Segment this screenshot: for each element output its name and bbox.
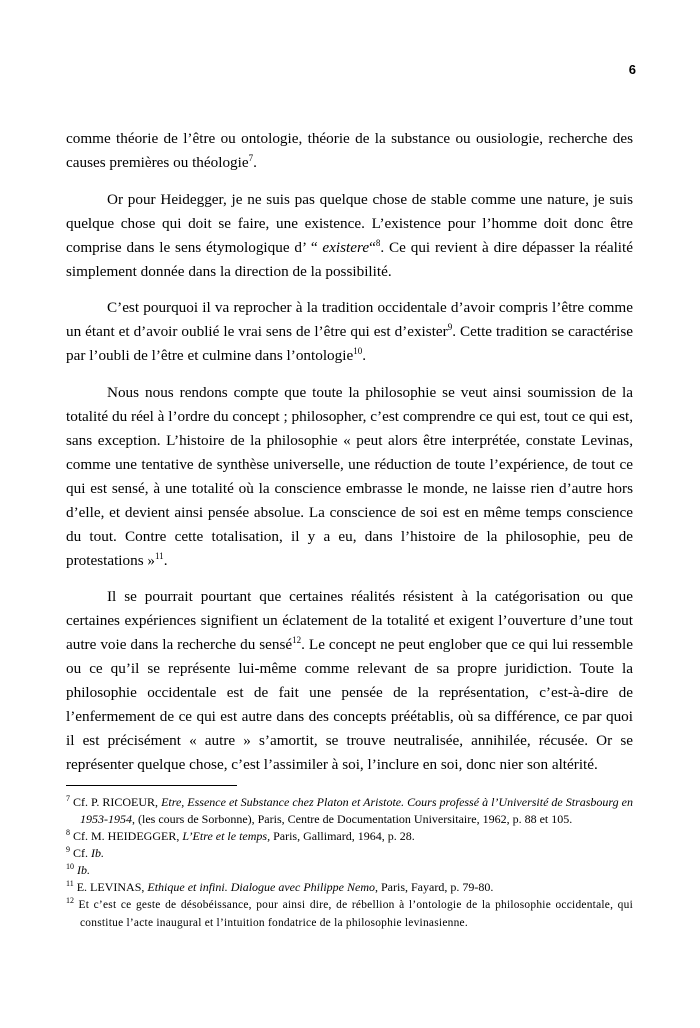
footnotes	[66, 794, 633, 932]
footnote-ref: 7	[66, 794, 70, 803]
text-run: comme théorie de l’être ou ontologie, théorie de la substance ou ousiologie, recherche des causes premières ou théologie	[66, 130, 633, 171]
italic-text: Ethique et infini. Dialogue avec Philippe Nemo	[147, 880, 375, 894]
footnote-separator	[66, 785, 237, 786]
italic-text: L’Etre et le temps,	[182, 829, 271, 843]
text-run: Cf. M. HEIDEGGER,	[70, 829, 183, 843]
text-run: Il se pourrait pourtant que certaines réalités résistent à la catégorisation ou que certaines expériences signifient un éclatement de la totalité et exigent l’ouverture d’une tout autre voie dans la recherche du sensé	[66, 588, 633, 654]
text-run: , (les cours de Sorbonne), Paris, Centre de Documentation Universitaire, 1962, p. 88 et 105.	[132, 812, 573, 826]
paragraph-4	[66, 381, 633, 572]
footnote-ref: 12	[292, 635, 302, 646]
footnote-ref: 9	[447, 322, 453, 333]
footnote-ref: 10	[353, 346, 363, 357]
text-run: Et c’est ce geste de désobéissance, pour ainsi dire, de rébellion à l’ontologie de la philosophie occidentale, qui constitue l’acte inaugural et l’intuition fondatrice de la philosophie levinasienne.	[74, 899, 633, 929]
text-run: .	[253, 153, 257, 171]
italic-text: Etre, Essence et Substance chez Platon et Aristote. Cours professé à l’Université de Strasbourg en 1953-1954	[80, 795, 633, 826]
italic-text: Ib.	[77, 863, 90, 877]
italic-text: existere	[322, 238, 370, 256]
text-run: . Ce qui revient à dire dépasser la réalité simplement donnée dans la direction de la possibilité.	[66, 238, 633, 280]
footnote-8	[66, 828, 633, 845]
footnote-ref: 11	[66, 879, 74, 888]
footnote-ref: 9	[66, 845, 70, 854]
page-number: 6	[628, 62, 636, 77]
text-run: .	[362, 347, 367, 365]
footnote-7	[66, 794, 633, 828]
text-run: Nous nous rendons compte que toute la philosophie se veut ainsi soumission de la totalité du réel à l’ordre du concept ; philosopher, c’est comprendre ce qui est, tout ce qui est, sans exception. L’histoire de la philosophie « peut alors être interprétée, constate Levinas, comme une tentative de synthèse universelle, une réduction de toute l’expérience, de tout ce qui est sensé, à une totalité où la conscience embrasse le monde, ne laisse rien d’autre hors d’elle, et devient ainsi pensée absolue. La conscience de soi est en même temps conscience du tout. Contre cette totalisation, il y a eu, dans l’histoire de la philosophie, peu de protestations »	[66, 384, 633, 569]
paragraph-3	[66, 296, 633, 368]
footnote-10	[66, 862, 633, 879]
footnote-ref: 8	[66, 828, 70, 837]
text-run: Or pour Heidegger, je ne suis pas quelque chose de stable comme une nature, je suis quelque chose qui doit se faire, une existence. L’existence pour l’homme doit donc être comprise dans le sens étymologique d’ “	[66, 190, 633, 256]
paragraph-2	[66, 188, 633, 284]
text-run: “	[369, 238, 376, 256]
footnote-ref: 11	[155, 550, 164, 561]
paragraph-1	[66, 127, 633, 175]
footnote-9	[66, 845, 633, 862]
text-run: . Cette tradition se caractérise par l’oubli de l’être et culmine dans l’ontologie	[66, 323, 633, 365]
text-run: , Paris, Fayard, p. 79-80.	[375, 880, 494, 894]
text-run: E. LEVINAS,	[73, 880, 148, 894]
text-run: Paris, Gallimard, 1964, p. 28.	[270, 829, 415, 843]
text-run: . Le concept ne peut englober que ce qui lui ressemble ou ce qu’il se représente lui-même comme relevant de sa propre juridiction. Toute la philosophie occidentale est de fait une pensée de la représentation, c’est-à-dire de l’enfermement de ce qui est autre dans des concepts préétablis, où sa différence, ce par quoi il est précisément « autre » s’amortit, se trouve neutralisée, annihilée, récusée. Or se représenter quelque chose, c’est l’assimiler à soi, l’inclure en soi, donc nier son altérité.	[66, 636, 633, 773]
footnote-ref: 8	[375, 237, 381, 248]
text-run: Cf.	[70, 846, 91, 860]
footnote-ref: 10	[66, 862, 74, 871]
footnote-ref: 7	[248, 152, 254, 163]
footnote-11	[66, 879, 633, 896]
paragraph-5	[66, 585, 633, 776]
text-run: C’est pourquoi il va reprocher à la tradition occidentale d’avoir compris l’être comme un étant et d’avoir oublié le vrai sens de l’être qui est d’exister	[66, 299, 633, 341]
footnote-ref: 12	[66, 896, 74, 905]
footnote-12	[66, 896, 633, 932]
text-run: .	[163, 551, 168, 569]
body-text	[66, 127, 633, 790]
italic-text: Ib.	[91, 846, 104, 860]
text-run: Cf. P. RICOEUR,	[70, 795, 162, 809]
